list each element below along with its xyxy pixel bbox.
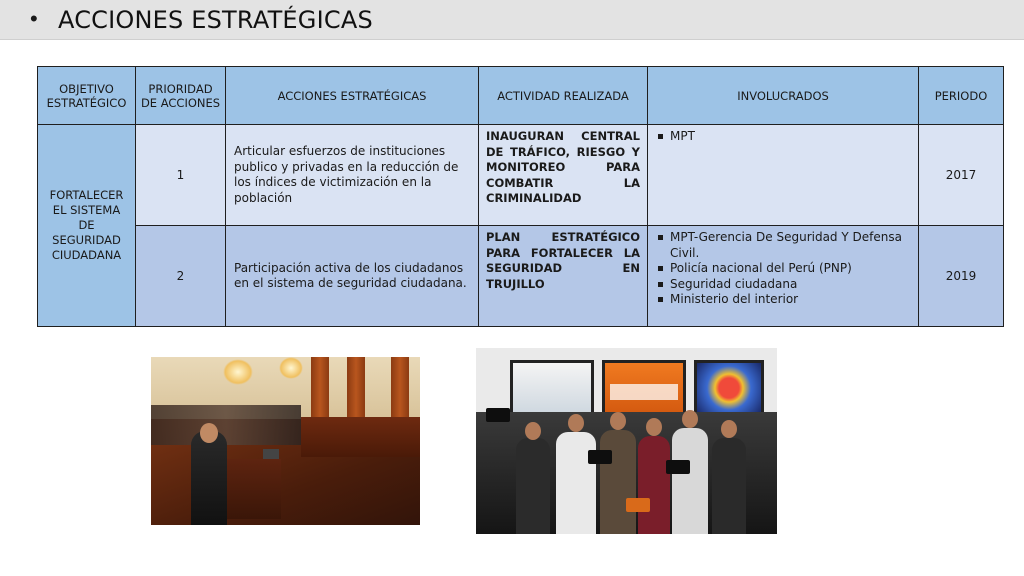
photo-person: [638, 436, 670, 534]
strategic-actions-table: [37, 66, 1004, 327]
list-item: MPT-Gerencia De Seguridad Y Defensa Civil.: [656, 230, 910, 261]
list-item: Seguridad ciudadana: [656, 277, 910, 293]
photo-person: [672, 428, 708, 534]
photo-head: [646, 418, 662, 436]
photo-monitor-banner: [610, 384, 678, 400]
prioridad-cell: 2: [136, 226, 226, 327]
photo-podium: [221, 459, 281, 519]
photo-speaker: [191, 431, 227, 525]
photo-head: [610, 412, 626, 430]
photo-head: [721, 420, 737, 438]
photo-head: [525, 422, 541, 440]
photo-person: [712, 438, 746, 534]
periodo-cell: 2019: [919, 226, 1004, 327]
photo-curtain: [311, 357, 329, 417]
photo-desks: [301, 417, 420, 457]
title-bullet: •: [30, 6, 38, 31]
involucrados-cell: [648, 125, 919, 226]
photo-camera: [626, 498, 650, 512]
header-objetivo: OBJETIVO ESTRATÉGICO: [38, 67, 136, 125]
photo-curtain: [347, 357, 365, 417]
header-periodo: PERIODO: [919, 67, 1004, 125]
photo-laptop: [263, 449, 279, 459]
table-row: [38, 226, 1004, 327]
photo-camera: [666, 460, 690, 474]
photo-monitor-weather: [694, 360, 764, 416]
objetivo-cell: FORTALECER EL SISTEMA DE SEGURIDAD CIUDADANA: [38, 125, 136, 327]
involucrados-cell: [648, 226, 919, 327]
involucrados-list: [656, 230, 910, 308]
periodo-cell: 2017: [919, 125, 1004, 226]
actividad-cell: INAUGURAN CENTRAL DE TRÁFICO, RIESGO Y MONITOREO PARA COMBATIR LA CRIMINALIDAD: [479, 125, 648, 226]
press-conference-photo: [476, 348, 777, 534]
photo-person: [600, 430, 636, 534]
list-item: MPT: [656, 129, 910, 145]
photo-head: [568, 414, 584, 432]
table-header-row: [38, 67, 1004, 125]
photo-camera: [588, 450, 612, 464]
photo-person: [556, 432, 596, 534]
prioridad-cell: 1: [136, 125, 226, 226]
chandelier: [223, 359, 253, 385]
involucrados-list: [656, 129, 910, 145]
photo-person: [516, 438, 550, 534]
list-item: Policía nacional del Perú (PNP): [656, 261, 910, 277]
accion-cell: Articular esfuerzos de instituciones publico y privadas en la reducción de los índices de victimización en la población: [226, 125, 479, 226]
list-item: Ministerio del interior: [656, 292, 910, 308]
actividad-cell: PLAN ESTRATÉGICO PARA FORTALECER LA SEGURIDAD EN TRUJILLO: [479, 226, 648, 327]
header-actividad: ACTIVIDAD REALIZADA: [479, 67, 648, 125]
slide-title: ACCIONES ESTRATÉGICAS: [58, 6, 373, 34]
header-acciones: ACCIONES ESTRATÉGICAS: [226, 67, 479, 125]
slide-title-bar: [0, 0, 1024, 40]
photo-head: [682, 410, 698, 428]
photo-monitor: [510, 360, 594, 416]
table-row: [38, 125, 1004, 226]
chandelier: [279, 357, 303, 379]
header-involucrados: INVOLUCRADOS: [648, 67, 919, 125]
council-chamber-photo: [151, 357, 420, 525]
header-prioridad: PRIORIDAD DE ACCIONES: [136, 67, 226, 125]
photo-curtain: [391, 357, 409, 417]
photo-camera: [486, 408, 510, 422]
photo-speaker-head: [200, 423, 218, 443]
accion-cell: Participación activa de los ciudadanos en el sistema de seguridad ciudadana.: [226, 226, 479, 327]
